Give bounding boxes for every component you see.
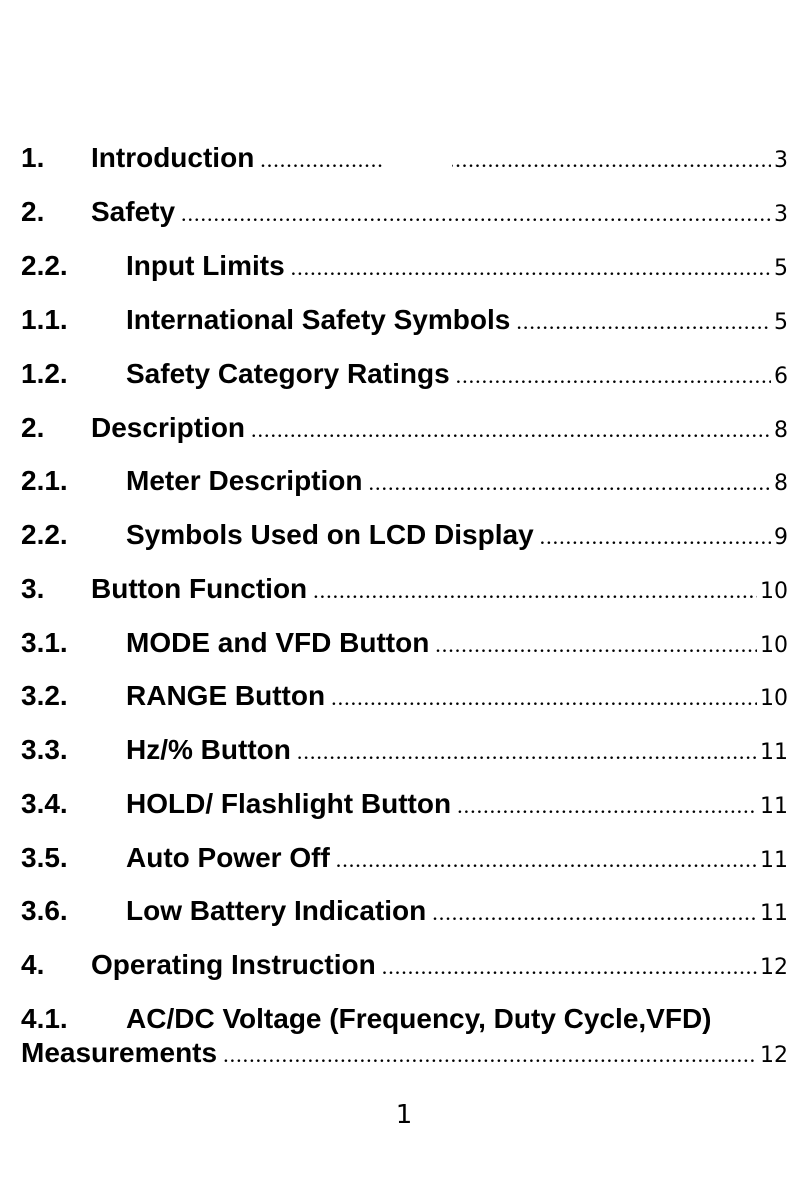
toc-entry[interactable] (21, 842, 788, 882)
toc-entry[interactable] (21, 627, 788, 667)
toc-entry[interactable] (21, 465, 788, 505)
dot-leader (540, 524, 771, 550)
dot-leader (297, 739, 757, 765)
toc-entry-number: 1. (21, 142, 45, 173)
toc-entry-title: HOLD/ Flashlight Button (126, 788, 452, 819)
dot-leader (291, 255, 771, 281)
toc-entry-page: 11 (760, 901, 788, 926)
toc-entry-page: 10 (760, 579, 788, 604)
toc-entry-number: 3.5. (21, 842, 68, 873)
dot-leader (435, 632, 757, 658)
toc-entry-page: 6 (774, 364, 788, 389)
toc-entry-page: 8 (774, 418, 788, 443)
dot-leader (516, 309, 771, 335)
dot-leader (382, 954, 757, 980)
dot-leader (313, 578, 757, 604)
toc-entry-page: 11 (760, 794, 788, 819)
page-number: 1 (395, 1100, 413, 1130)
toc-entry-title: Low Battery Indication (126, 895, 427, 926)
toc-entry-number: 2.2. (21, 250, 68, 281)
toc-entry-number: 2.2. (21, 519, 68, 550)
toc-entry-number: 3.4. (21, 788, 68, 819)
dot-leader (260, 147, 771, 173)
toc-entry-page: 11 (760, 740, 788, 765)
toc-entry-title: Introduction (91, 142, 255, 173)
toc-entry[interactable] (21, 250, 788, 290)
toc-entry[interactable] (21, 788, 788, 828)
toc-entry-page: 10 (760, 633, 788, 658)
toc-entry-number: 3.3. (21, 734, 68, 765)
dot-leader (456, 363, 771, 389)
toc-entry-title: International Safety Symbols (126, 304, 511, 335)
toc-entry-title: Safety (91, 196, 176, 227)
toc-entry-number: 3.6. (21, 895, 68, 926)
toc-entry-title: Operating Instruction (91, 949, 376, 980)
dot-leader (336, 847, 757, 873)
toc-entry-title-continued: Measurements (21, 1037, 218, 1068)
toc-entry-number: 3.1. (21, 627, 68, 658)
toc-entry-page: 10 (760, 686, 788, 711)
toc-entry-title: AC/DC Voltage (Frequency, Duty Cycle,VFD) (126, 1003, 712, 1034)
toc-entry-title: MODE and VFD Button (126, 627, 430, 658)
toc-entry-page: 5 (774, 310, 788, 335)
toc-entry-page: 9 (774, 525, 788, 550)
toc-entry-number: 1.1. (21, 304, 68, 335)
toc-entry-page: 3 (774, 202, 788, 227)
dot-leader (181, 201, 771, 227)
toc-entry[interactable] (21, 734, 788, 774)
dot-leader (331, 685, 757, 711)
toc-entry[interactable] (21, 949, 788, 989)
toc-entry[interactable] (21, 895, 788, 935)
toc-entry-title: Meter Description (126, 465, 363, 496)
toc-entry-title: Button Function (91, 573, 308, 604)
leader-gap (382, 150, 452, 180)
toc-entry-number: 4. (21, 949, 45, 980)
toc-entry[interactable] (21, 573, 788, 613)
dot-leader (223, 1042, 757, 1068)
toc-entry-title: Description (91, 412, 246, 443)
toc-entry-number: 2. (21, 196, 45, 227)
toc-entry-number: 2.1. (21, 465, 68, 496)
toc-entry[interactable] (21, 519, 788, 559)
toc-entry[interactable] (21, 196, 788, 236)
toc-entry-title: Auto Power Off (126, 842, 330, 873)
toc-entry-page: 5 (774, 256, 788, 281)
dot-leader (251, 417, 771, 443)
toc-entry-page: 3 (774, 148, 788, 173)
toc-entry-title: RANGE Button (126, 680, 326, 711)
toc-entry[interactable] (21, 680, 788, 720)
toc-entry-number: 4.1. (21, 1003, 68, 1034)
dot-leader (369, 470, 772, 496)
toc-entry-title: Hz/% Button (126, 734, 291, 765)
toc-entry[interactable] (21, 412, 788, 452)
toc-entry-number: 1.2. (21, 358, 68, 389)
toc-entry-number: 3. (21, 573, 45, 604)
dot-leader (432, 900, 757, 926)
toc-entry-number: 2. (21, 412, 45, 443)
toc-entry-title: Symbols Used on LCD Display (126, 519, 534, 550)
toc-entry-page: 11 (760, 848, 788, 873)
toc-entry[interactable] (21, 358, 788, 398)
toc-entry-page: 12 (760, 1043, 788, 1068)
toc-entry[interactable] (21, 1003, 788, 1083)
toc-entry-page: 12 (760, 955, 788, 980)
toc-entry[interactable] (21, 304, 788, 344)
toc-entry-title: Safety Category Ratings (126, 358, 450, 389)
toc-entry-page: 8 (774, 471, 788, 496)
toc-entry-number: 3.2. (21, 680, 68, 711)
toc-entry-title: Input Limits (126, 250, 285, 281)
dot-leader (457, 793, 757, 819)
